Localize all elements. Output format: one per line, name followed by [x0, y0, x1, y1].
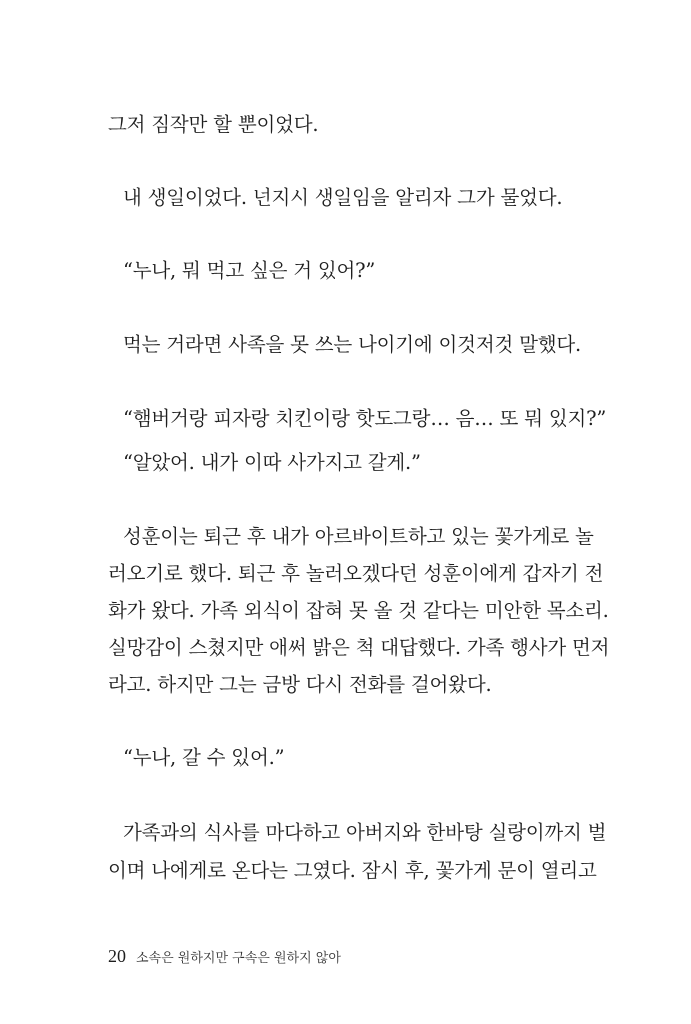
text-line: “누나, 갈 수 있어.”	[123, 746, 285, 769]
text-line: 그저 짐작만 할 뿐이었다.	[108, 113, 319, 136]
text-line: 러오기로 했다. 퇴근 후 놀러오겠다던 성훈이에게 갑자기 전	[108, 562, 604, 585]
text-line: 가족과의 식사를 마다하고 아버지와 한바탕 실랑이까지 벌	[123, 821, 607, 844]
text-line: “누나, 뭐 먹고 싶은 거 있어?”	[123, 259, 376, 282]
text-line: 라고. 하지만 그는 금방 다시 전화를 걸어왔다.	[108, 673, 492, 696]
text-line: 먹는 거라면 사족을 못 쓰는 나이기에 이것저것 말했다.	[123, 333, 582, 356]
book-title: 소속은 원하지만 구속은 원하지 않아	[136, 951, 341, 966]
text-line: “알았어. 내가 이따 사가지고 갈게.”	[123, 451, 421, 474]
text-line: 내 생일이었다. 넌지시 생일임을 알리자 그가 물었다.	[123, 186, 563, 209]
page-number: 20	[108, 946, 126, 966]
page-footer	[108, 946, 341, 967]
text-line: 실망감이 스쳤지만 애써 밝은 척 대답했다. 가족 행사가 먼저	[108, 636, 610, 659]
text-line: 성훈이는 퇴근 후 내가 아르바이트하고 있는 꽃가게로 놀	[123, 525, 594, 548]
text-line: 이며 나에게로 온다는 그였다. 잠시 후, 꽃가게 문이 열리고	[108, 859, 597, 882]
text-line: “햄버거랑 피자랑 치킨이랑 핫도그랑… 음… 또 뭐 있지?”	[123, 407, 607, 430]
text-line: 화가 왔다. 가족 외식이 잡혀 못 올 것 같다는 미안한 목소리.	[108, 599, 609, 622]
